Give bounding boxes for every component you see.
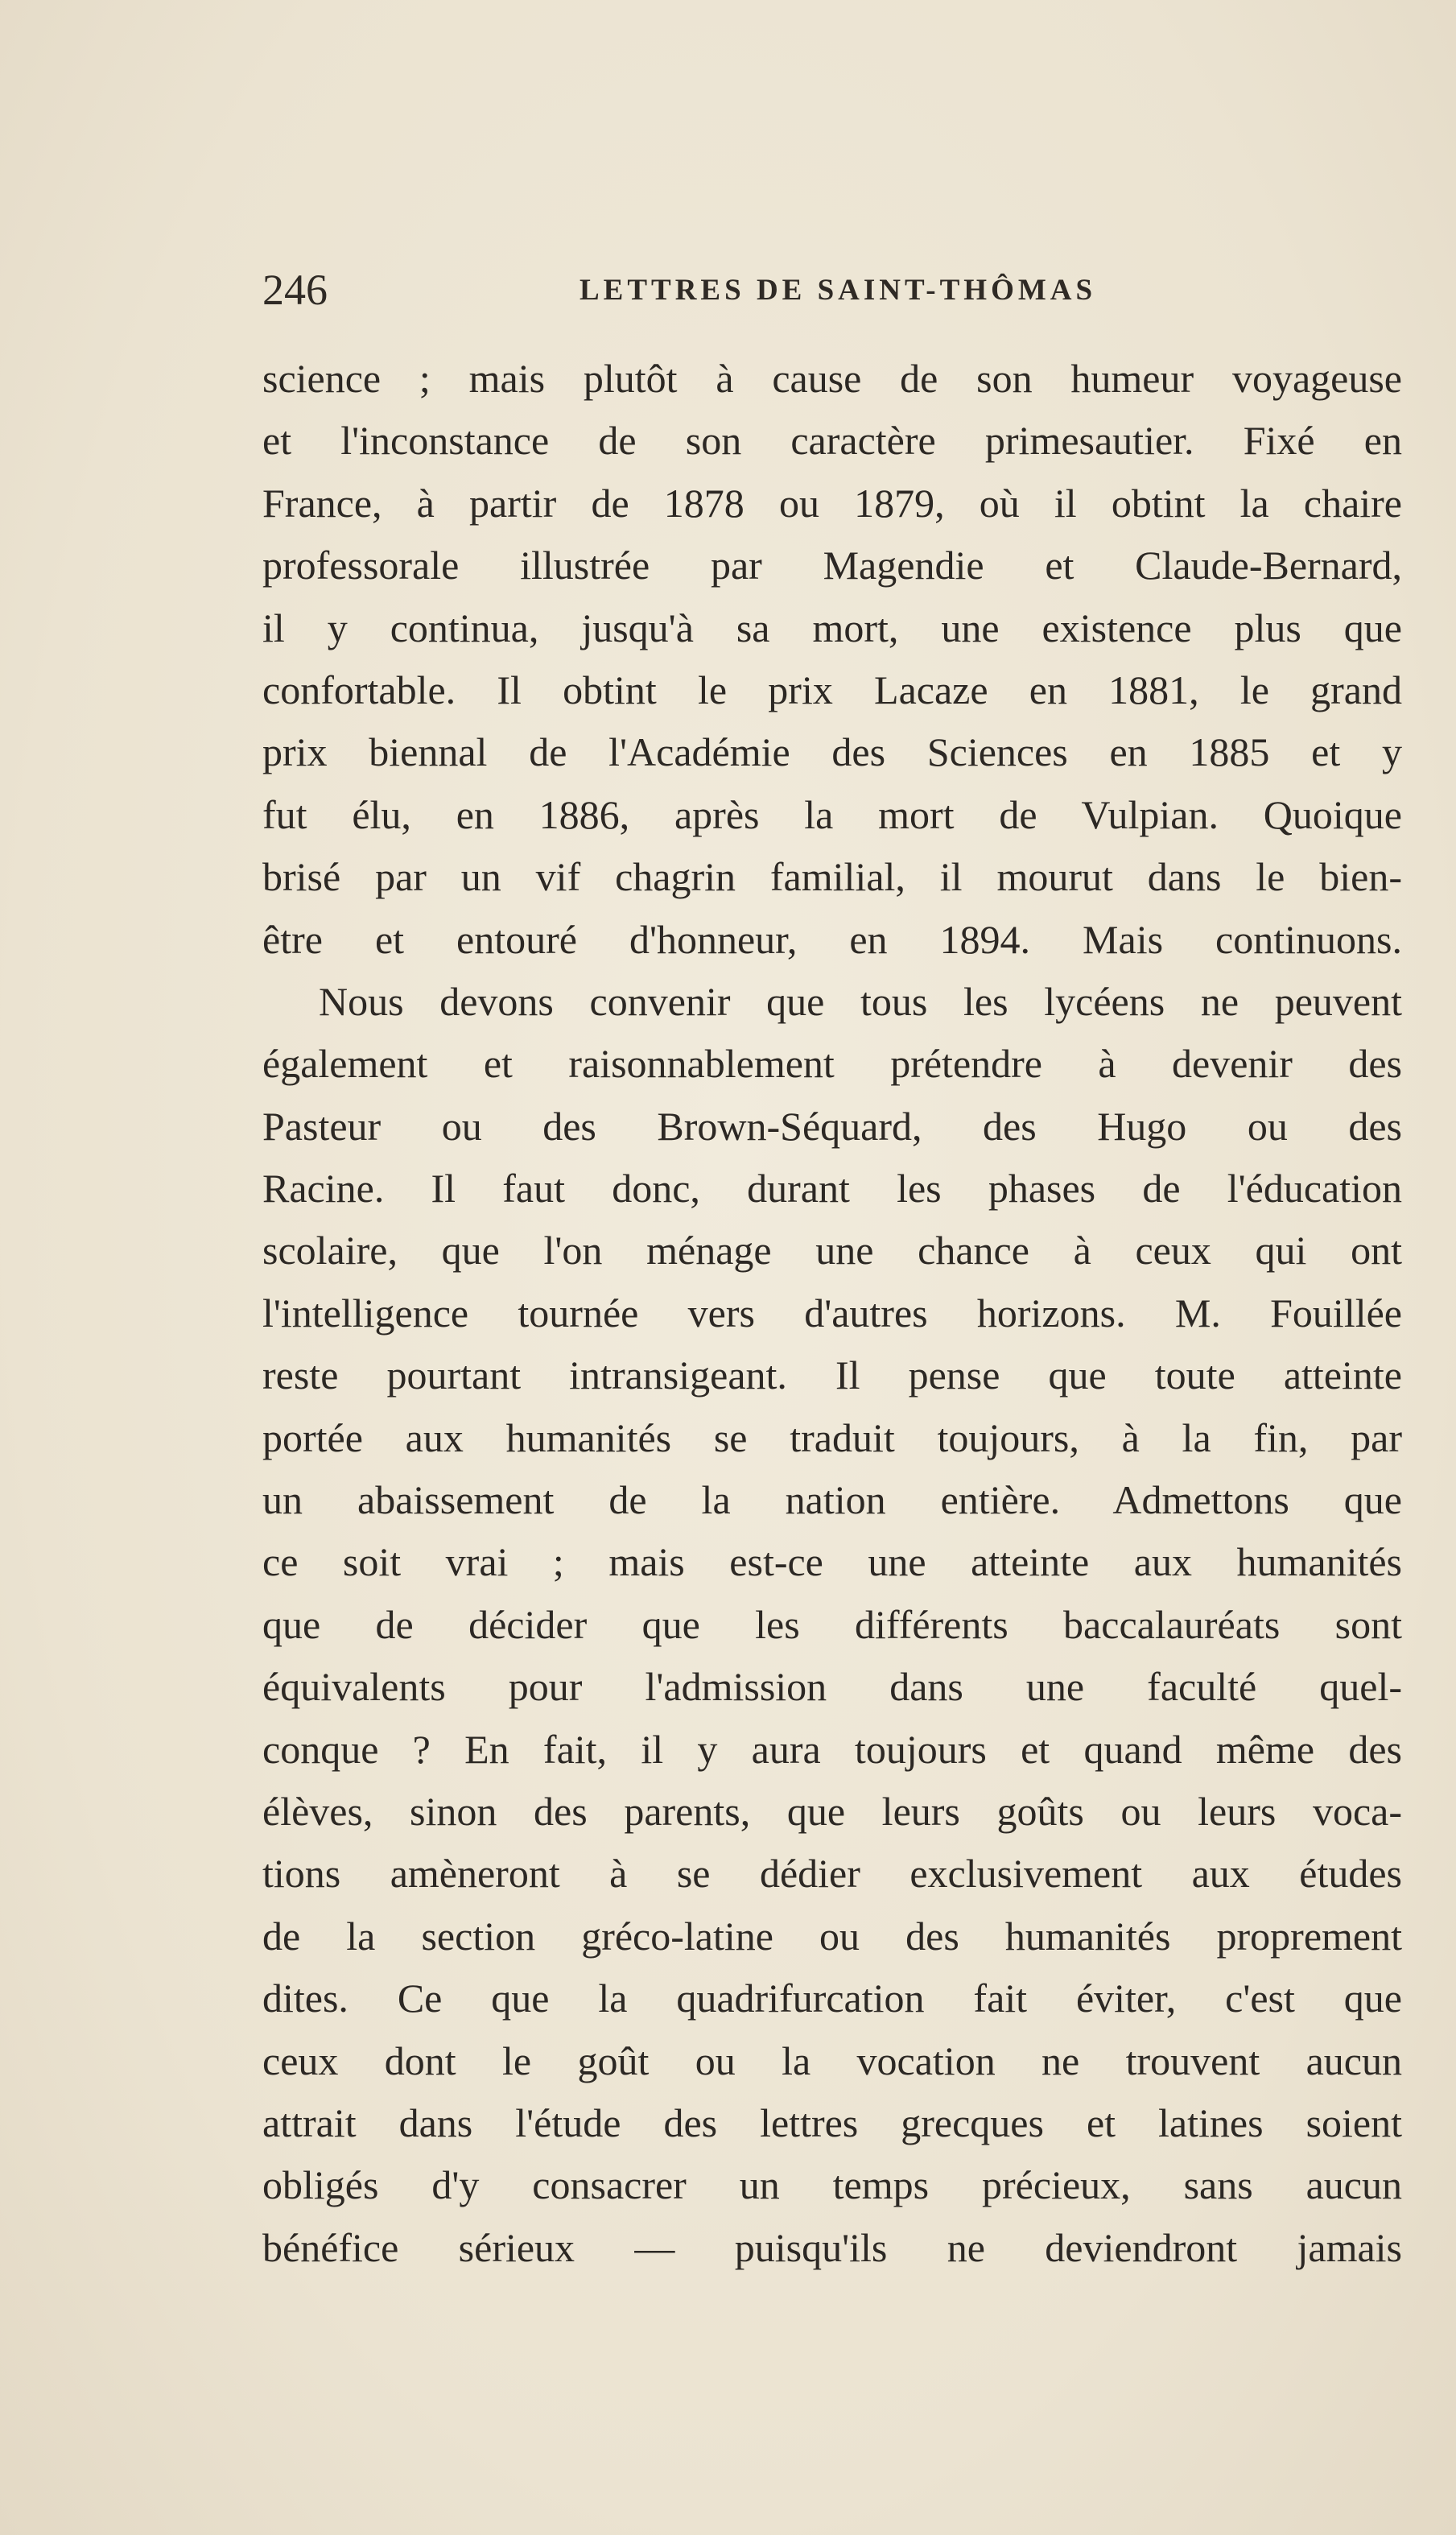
page-header: [262, 266, 1397, 314]
text-line: obligés d'y consacrer un temps précieux, sans aucun: [262, 2162, 1402, 2208]
text-line: équivalents pour l'admission dans une faculté quel-: [262, 1664, 1402, 1710]
text-line: être et entouré d'honneur, en 1894. Mais continuons.: [262, 916, 1402, 962]
page-number: 246: [262, 266, 328, 314]
text-line: prix biennal de l'Académie des Sciences en 1885 et y: [262, 729, 1402, 775]
running-head: LETTRES DE SAINT-THÔMAS: [580, 274, 1097, 307]
text-line: un abaissement de la nation entière. Admettons que: [262, 1477, 1402, 1523]
text-line: conque ? En fait, il y aura toujours et quand même des: [262, 1726, 1402, 1772]
text-line: reste pourtant intransigeant. Il pense que toute atteinte: [262, 1352, 1402, 1398]
text-line: également et raisonnablement prétendre à devenir des: [262, 1041, 1402, 1087]
text-line: scolaire, que l'on ménage une chance à ceux qui ont: [262, 1228, 1402, 1274]
text-line: bénéfice sérieux — puisqu'ils ne deviendront jamais: [262, 2224, 1402, 2270]
text-line: Racine. Il faut donc, durant les phases de l'éducation: [262, 1166, 1402, 1212]
text-line: élèves, sinon des parents, que leurs goûts ou leurs voca-: [262, 1788, 1402, 1834]
text-line: confortable. Il obtint le prix Lacaze en 1881, le grand: [262, 667, 1402, 712]
text-line: science ; mais plutôt à cause de son humeur voyageuse: [262, 356, 1402, 401]
text-line: il y continua, jusqu'à sa mort, une existence plus que: [262, 605, 1402, 650]
body-text: [262, 348, 1402, 2279]
text-line: Pasteur ou des Brown-Séquard, des Hugo ou des: [262, 1103, 1402, 1149]
text-line: et l'inconstance de son caractère primesautier. Fixé en: [262, 418, 1402, 464]
text-line: que de décider que les différents baccalauréats sont: [262, 1601, 1402, 1647]
text-line: l'intelligence tournée vers d'autres horizons. M. Fouillée: [262, 1290, 1402, 1336]
text-line: dites. Ce que la quadrifurcation fait éviter, c'est que: [262, 1976, 1402, 2021]
text-line: fut élu, en 1886, après la mort de Vulpian. Quoique: [262, 791, 1402, 837]
paragraph-first-line: Nous devons convenir que tous les lycéens ne peuvent: [319, 978, 1402, 1024]
text-line: France, à partir de 1878 ou 1879, où il obtint la chaire: [262, 480, 1402, 526]
text-line: ce soit vrai ; mais est-ce une atteinte aux humanités: [262, 1539, 1402, 1585]
text-line: de la section gréco-latine ou des humanités proprement: [262, 1913, 1402, 1959]
text-line: portée aux humanités se traduit toujours, à la fin, par: [262, 1414, 1402, 1460]
text-line: ceux dont le goût ou la vocation ne trouvent aucun: [262, 2037, 1402, 2083]
text-line: professorale illustrée par Magendie et Claude-Bernard,: [262, 543, 1402, 588]
text-line: brisé par un vif chagrin familial, il mourut dans le bien-: [262, 854, 1402, 900]
text-line: tions amèneront à se dédier exclusivement aux études: [262, 1851, 1402, 1897]
text-line: attrait dans l'étude des lettres grecques et latines soient: [262, 2099, 1402, 2145]
